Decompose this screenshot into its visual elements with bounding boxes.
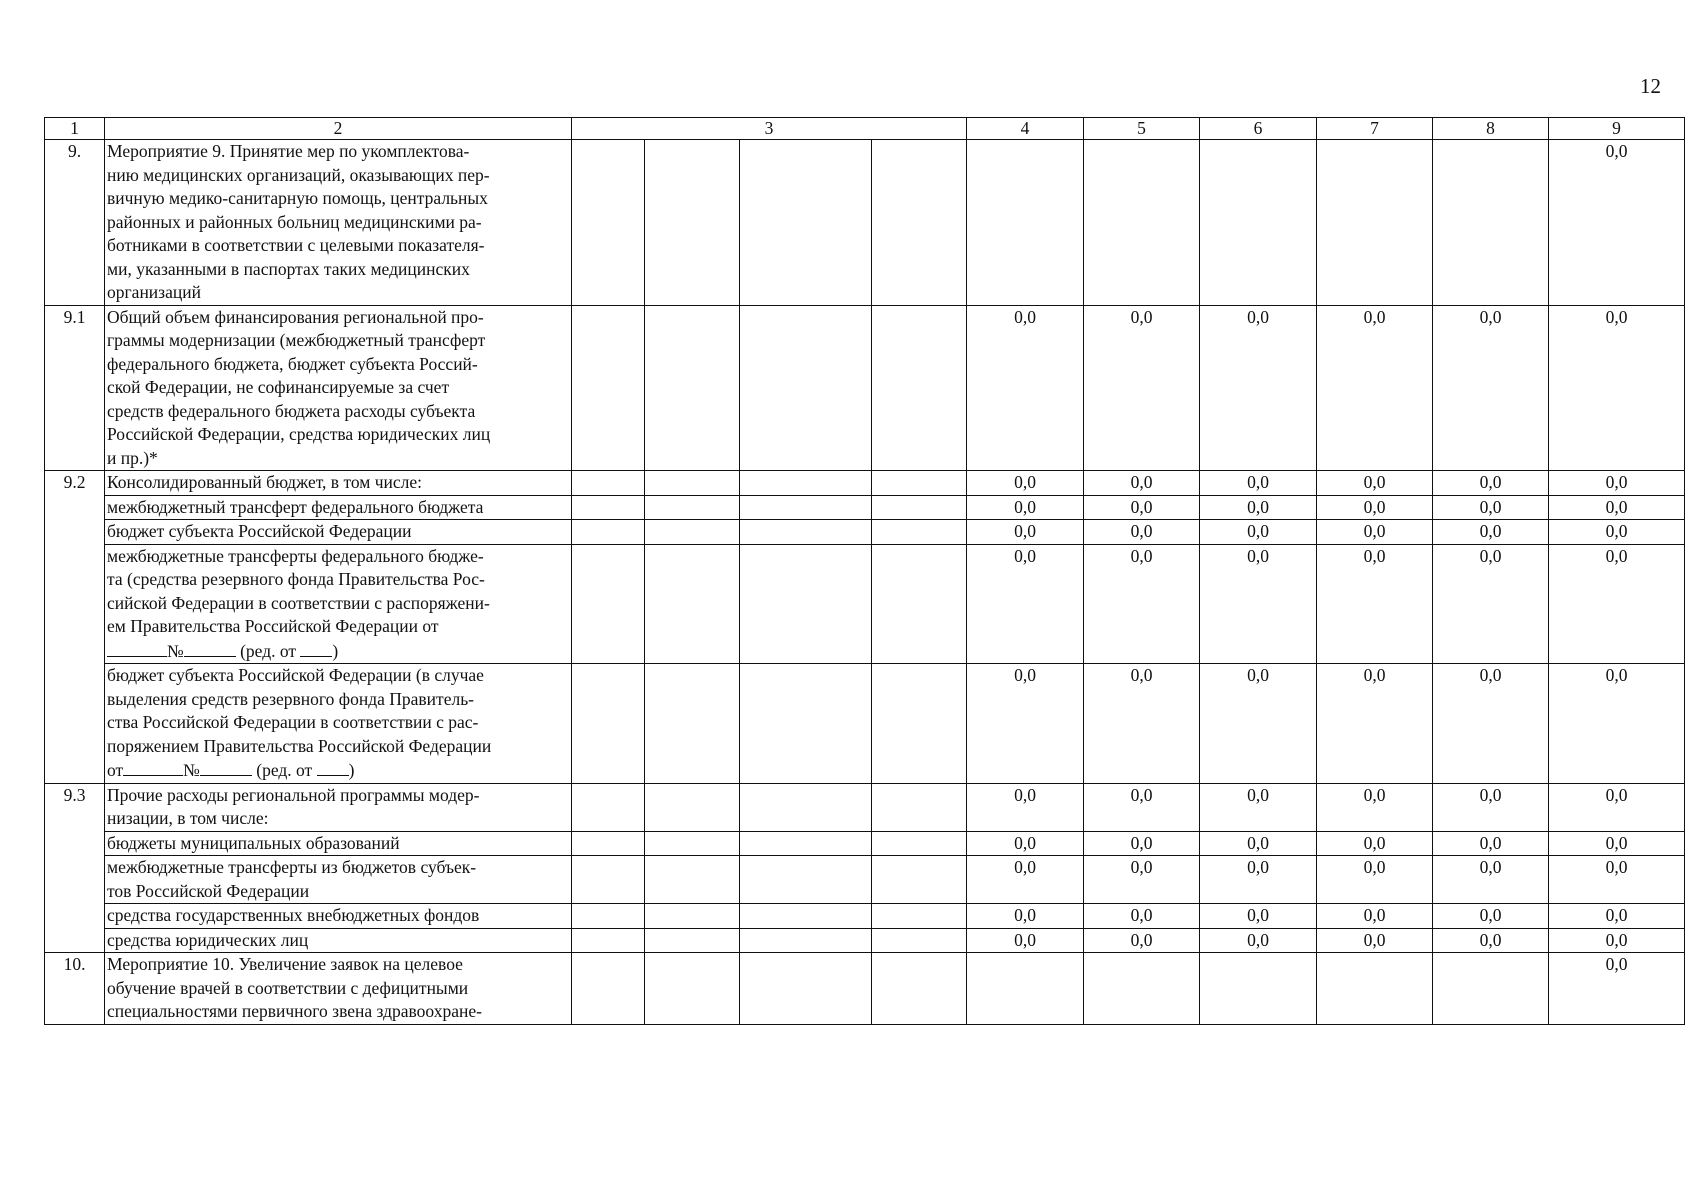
- row-description: средства юридических лиц: [105, 928, 572, 953]
- empty-cell: [740, 928, 872, 953]
- value-cell: 0,0: [967, 904, 1084, 929]
- row-number-empty: [45, 544, 105, 664]
- value-cell: 0,0: [1549, 305, 1685, 471]
- empty-cell: [967, 140, 1084, 306]
- value-cell: 0,0: [1084, 831, 1200, 856]
- header-col-5: 5: [1084, 118, 1200, 140]
- desc-line: федерального бюджета, бюджет субъекта Россий-: [107, 353, 478, 374]
- value-cell: 0,0: [1549, 520, 1685, 545]
- value-cell: 0,0: [1317, 544, 1433, 664]
- desc-line: средств федерального бюджета расходы субъекта: [107, 400, 476, 421]
- value-cell: 0,0: [967, 831, 1084, 856]
- row-description: [105, 544, 572, 664]
- value-col-9: 0,0: [1549, 953, 1685, 1025]
- row-description: межбюджетный трансферт федерального бюджета: [105, 495, 572, 520]
- empty-cell: [1317, 140, 1433, 306]
- empty-cell: [645, 495, 740, 520]
- value-cell: 0,0: [967, 495, 1084, 520]
- value-cell: 0,0: [1549, 783, 1685, 831]
- desc-line: ской Федерации, не софинансируемые за счет: [107, 377, 450, 397]
- value-cell: 0,0: [1317, 664, 1433, 784]
- empty-cell: [872, 305, 967, 471]
- value-cell: 0,0: [1317, 856, 1433, 904]
- desc-line: межбюджетные трансферты федерального бюдже-: [107, 545, 484, 566]
- row-number: 9.3: [45, 783, 105, 831]
- desc-line: и пр.)*: [107, 447, 158, 468]
- row-description: [105, 856, 572, 904]
- desc-line: межбюджетные трансферты из бюджетов субъек-: [107, 857, 477, 877]
- empty-cell: [572, 664, 645, 784]
- empty-cell: [740, 140, 872, 306]
- value-cell: 0,0: [1433, 495, 1549, 520]
- close-paren: ): [348, 760, 355, 780]
- empty-cell: [872, 928, 967, 953]
- row-description: [105, 953, 572, 1025]
- value-cell: 0,0: [1317, 305, 1433, 471]
- desc-line: ми, указанными в паспортах таких медицинских: [107, 258, 470, 279]
- desc-line: районных и районных больниц медицинскими ра-: [107, 211, 482, 232]
- table-row: [45, 664, 1685, 784]
- header-col-1: 1: [45, 118, 105, 140]
- empty-cell: [645, 140, 740, 306]
- table-row: [45, 904, 1685, 929]
- empty-cell: [645, 953, 740, 1025]
- value-cell: 0,0: [1084, 495, 1200, 520]
- desc-line: бюджет субъекта Российской Федерации (в случае: [107, 665, 484, 685]
- value-cell: 0,0: [1084, 305, 1200, 471]
- empty-cell: [872, 140, 967, 306]
- value-cell: 0,0: [1433, 856, 1549, 904]
- empty-cell: [572, 140, 645, 306]
- row-number-empty: [45, 856, 105, 904]
- empty-cell: [645, 831, 740, 856]
- empty-cell: [740, 664, 872, 784]
- empty-cell: [572, 928, 645, 953]
- empty-cell: [645, 305, 740, 471]
- row-description: [105, 783, 572, 831]
- row-number-empty: [45, 928, 105, 953]
- row-description: Консолидированный бюджет, в том числе:: [105, 471, 572, 496]
- empty-cell: [1084, 140, 1200, 306]
- header-col-3: 3: [572, 118, 967, 140]
- row-number-empty: [45, 495, 105, 520]
- table-row: [45, 520, 1685, 545]
- desc-line: организаций: [107, 282, 201, 302]
- empty-cell: [572, 520, 645, 545]
- table-row: [45, 831, 1685, 856]
- empty-cell: [740, 904, 872, 929]
- value-cell: 0,0: [1317, 831, 1433, 856]
- table-row: [45, 495, 1685, 520]
- header-col-8: 8: [1433, 118, 1549, 140]
- empty-cell: [872, 544, 967, 664]
- empty-cell: [872, 495, 967, 520]
- value-cell: 0,0: [1317, 783, 1433, 831]
- empty-cell: [645, 520, 740, 545]
- row-description: бюджеты муниципальных образований: [105, 831, 572, 856]
- value-cell: 0,0: [1084, 544, 1200, 664]
- value-cell: 0,0: [1317, 928, 1433, 953]
- row-number-empty: [45, 664, 105, 784]
- number-blank: [184, 639, 236, 657]
- value-cell: 0,0: [1200, 904, 1317, 929]
- desc-line: ства Российской Федерации в соответствии с рас-: [107, 712, 479, 732]
- value-cell: 0,0: [967, 664, 1084, 784]
- date-blank: [107, 639, 167, 657]
- number-sign: №: [167, 640, 184, 661]
- empty-cell: [645, 928, 740, 953]
- desc-line: тов Российской Федерации: [107, 880, 310, 901]
- empty-cell: [740, 544, 872, 664]
- value-cell: 0,0: [967, 856, 1084, 904]
- value-cell: 0,0: [1084, 471, 1200, 496]
- desc-line: ботниками в соответствии с целевыми показателя-: [107, 235, 485, 255]
- value-cell: 0,0: [1549, 664, 1685, 784]
- empty-cell: [872, 831, 967, 856]
- value-cell: 0,0: [1200, 664, 1317, 784]
- date-blank: [123, 758, 183, 776]
- row-description: [105, 140, 572, 306]
- value-cell: 0,0: [1433, 831, 1549, 856]
- number-sign: №: [183, 760, 200, 780]
- desc-line: Мероприятие 9. Принятие мер по укомплектова-: [107, 141, 470, 161]
- value-cell: 0,0: [1084, 520, 1200, 545]
- desc-line: выделения средств резервного фонда Правитель-: [107, 688, 475, 709]
- desc-line: нию медицинских организаций, оказывающих пер-: [107, 164, 490, 185]
- value-cell: 0,0: [1433, 544, 1549, 664]
- page-number: 12: [1640, 74, 1661, 98]
- value-cell: 0,0: [1549, 904, 1685, 929]
- value-cell: 0,0: [967, 471, 1084, 496]
- desc-line-with-blanks: [107, 758, 569, 783]
- value-cell: 0,0: [967, 544, 1084, 664]
- value-cell: 0,0: [1084, 904, 1200, 929]
- from-label: от: [107, 760, 124, 780]
- desc-line: обучение врачей в соответствии с дефицитными: [107, 977, 469, 998]
- revision-blank: [317, 758, 349, 776]
- value-cell: 0,0: [1549, 495, 1685, 520]
- value-cell: 0,0: [1433, 305, 1549, 471]
- value-cell: 0,0: [1433, 904, 1549, 929]
- row-description: средства государственных внебюджетных фондов: [105, 904, 572, 929]
- empty-cell: [1200, 140, 1317, 306]
- empty-cell: [740, 831, 872, 856]
- empty-cell: [572, 856, 645, 904]
- revision-label: (ред. от: [256, 760, 313, 780]
- value-col-9: 0,0: [1549, 140, 1685, 306]
- value-cell: 0,0: [1084, 928, 1200, 953]
- value-cell: 0,0: [1317, 471, 1433, 496]
- empty-cell: [572, 783, 645, 831]
- revision-label: (ред. от: [240, 640, 297, 661]
- table-row: [45, 953, 1685, 1025]
- empty-cell: [872, 904, 967, 929]
- desc-line: ем Правительства Российской Федерации от: [107, 616, 439, 636]
- row-description: бюджет субъекта Российской Федерации: [105, 520, 572, 545]
- empty-cell: [740, 856, 872, 904]
- header-row: [45, 118, 1685, 140]
- empty-cell: [872, 856, 967, 904]
- empty-cell: [1200, 953, 1317, 1025]
- value-cell: 0,0: [1200, 856, 1317, 904]
- value-cell: 0,0: [1317, 520, 1433, 545]
- value-cell: 0,0: [1200, 471, 1317, 496]
- value-cell: 0,0: [1084, 664, 1200, 784]
- empty-cell: [740, 953, 872, 1025]
- value-cell: 0,0: [1200, 544, 1317, 664]
- header-col-4: 4: [967, 118, 1084, 140]
- value-cell: 0,0: [1200, 928, 1317, 953]
- row-number: 9.: [45, 140, 105, 306]
- number-blank: [200, 758, 252, 776]
- row-number-empty: [45, 904, 105, 929]
- value-cell: 0,0: [1549, 831, 1685, 856]
- desc-line: вичную медико-санитарную помощь, центральных: [107, 188, 488, 208]
- value-cell: 0,0: [1084, 856, 1200, 904]
- empty-cell: [872, 783, 967, 831]
- empty-cell: [740, 495, 872, 520]
- value-cell: 0,0: [1200, 495, 1317, 520]
- empty-cell: [872, 953, 967, 1025]
- value-cell: 0,0: [1549, 471, 1685, 496]
- value-cell: 0,0: [1200, 520, 1317, 545]
- empty-cell: [572, 953, 645, 1025]
- row-description: [105, 305, 572, 471]
- empty-cell: [1433, 953, 1549, 1025]
- desc-line: Мероприятие 10. Увеличение заявок на целевое: [107, 954, 463, 974]
- header-col-9: 9: [1549, 118, 1685, 140]
- header-col-7: 7: [1317, 118, 1433, 140]
- empty-cell: [1317, 953, 1433, 1025]
- empty-cell: [740, 520, 872, 545]
- empty-cell: [740, 471, 872, 496]
- empty-cell: [645, 471, 740, 496]
- desc-line: Российской Федерации, средства юридических лиц: [107, 424, 491, 444]
- row-number: 9.2: [45, 471, 105, 496]
- value-cell: 0,0: [1200, 831, 1317, 856]
- desc-line: сийской Федерации в соответствии с распоряжени-: [107, 592, 490, 613]
- row-number: 9.1: [45, 305, 105, 471]
- value-cell: 0,0: [967, 520, 1084, 545]
- header-col-6: 6: [1200, 118, 1317, 140]
- table-row: [45, 856, 1685, 904]
- desc-line: низации, в том числе:: [107, 808, 269, 828]
- empty-cell: [572, 544, 645, 664]
- row-number-empty: [45, 831, 105, 856]
- table-row: [45, 928, 1685, 953]
- empty-cell: [1433, 140, 1549, 306]
- empty-cell: [645, 904, 740, 929]
- header-col-2: 2: [105, 118, 572, 140]
- row-description: [105, 664, 572, 784]
- value-cell: 0,0: [967, 305, 1084, 471]
- table-row: [45, 305, 1685, 471]
- empty-cell: [572, 904, 645, 929]
- empty-cell: [1084, 953, 1200, 1025]
- value-cell: 0,0: [1549, 856, 1685, 904]
- empty-cell: [645, 856, 740, 904]
- value-cell: 0,0: [1549, 928, 1685, 953]
- empty-cell: [572, 831, 645, 856]
- value-cell: 0,0: [1084, 783, 1200, 831]
- value-cell: 0,0: [1317, 495, 1433, 520]
- desc-line: граммы модернизации (межбюджетный трансферт: [107, 330, 486, 350]
- table-row: [45, 471, 1685, 496]
- desc-line: та (средства резервного фонда Правительства Рос-: [107, 569, 485, 589]
- empty-cell: [645, 783, 740, 831]
- value-cell: 0,0: [1433, 664, 1549, 784]
- empty-cell: [872, 520, 967, 545]
- table-row: [45, 544, 1685, 664]
- row-number: 10.: [45, 953, 105, 1025]
- desc-line: Общий объем финансирования региональной про-: [107, 306, 484, 327]
- revision-blank: [300, 639, 332, 657]
- value-cell: 0,0: [1317, 904, 1433, 929]
- empty-cell: [572, 495, 645, 520]
- value-cell: 0,0: [1433, 783, 1549, 831]
- empty-cell: [872, 664, 967, 784]
- empty-cell: [740, 305, 872, 471]
- empty-cell: [740, 783, 872, 831]
- close-paren: ): [332, 640, 339, 661]
- value-cell: 0,0: [1200, 783, 1317, 831]
- value-cell: 0,0: [1549, 544, 1685, 664]
- desc-line-with-blanks: [107, 639, 569, 664]
- empty-cell: [572, 471, 645, 496]
- empty-cell: [645, 544, 740, 664]
- value-cell: 0,0: [1433, 928, 1549, 953]
- value-cell: 0,0: [967, 783, 1084, 831]
- desc-line: Прочие расходы региональной программы модер-: [107, 784, 480, 805]
- empty-cell: [645, 664, 740, 784]
- desc-line: поряжением Правительства Российской Федерации: [107, 735, 492, 756]
- value-cell: 0,0: [1433, 520, 1549, 545]
- value-cell: 0,0: [1433, 471, 1549, 496]
- desc-line: специальностями первичного звена здравоохране-: [107, 1001, 482, 1021]
- table-row: [45, 783, 1685, 831]
- table-row: [45, 140, 1685, 306]
- empty-cell: [967, 953, 1084, 1025]
- financing-table: [44, 117, 1685, 1025]
- value-cell: 0,0: [1200, 305, 1317, 471]
- empty-cell: [572, 305, 645, 471]
- empty-cell: [872, 471, 967, 496]
- row-number-empty: [45, 520, 105, 545]
- value-cell: 0,0: [967, 928, 1084, 953]
